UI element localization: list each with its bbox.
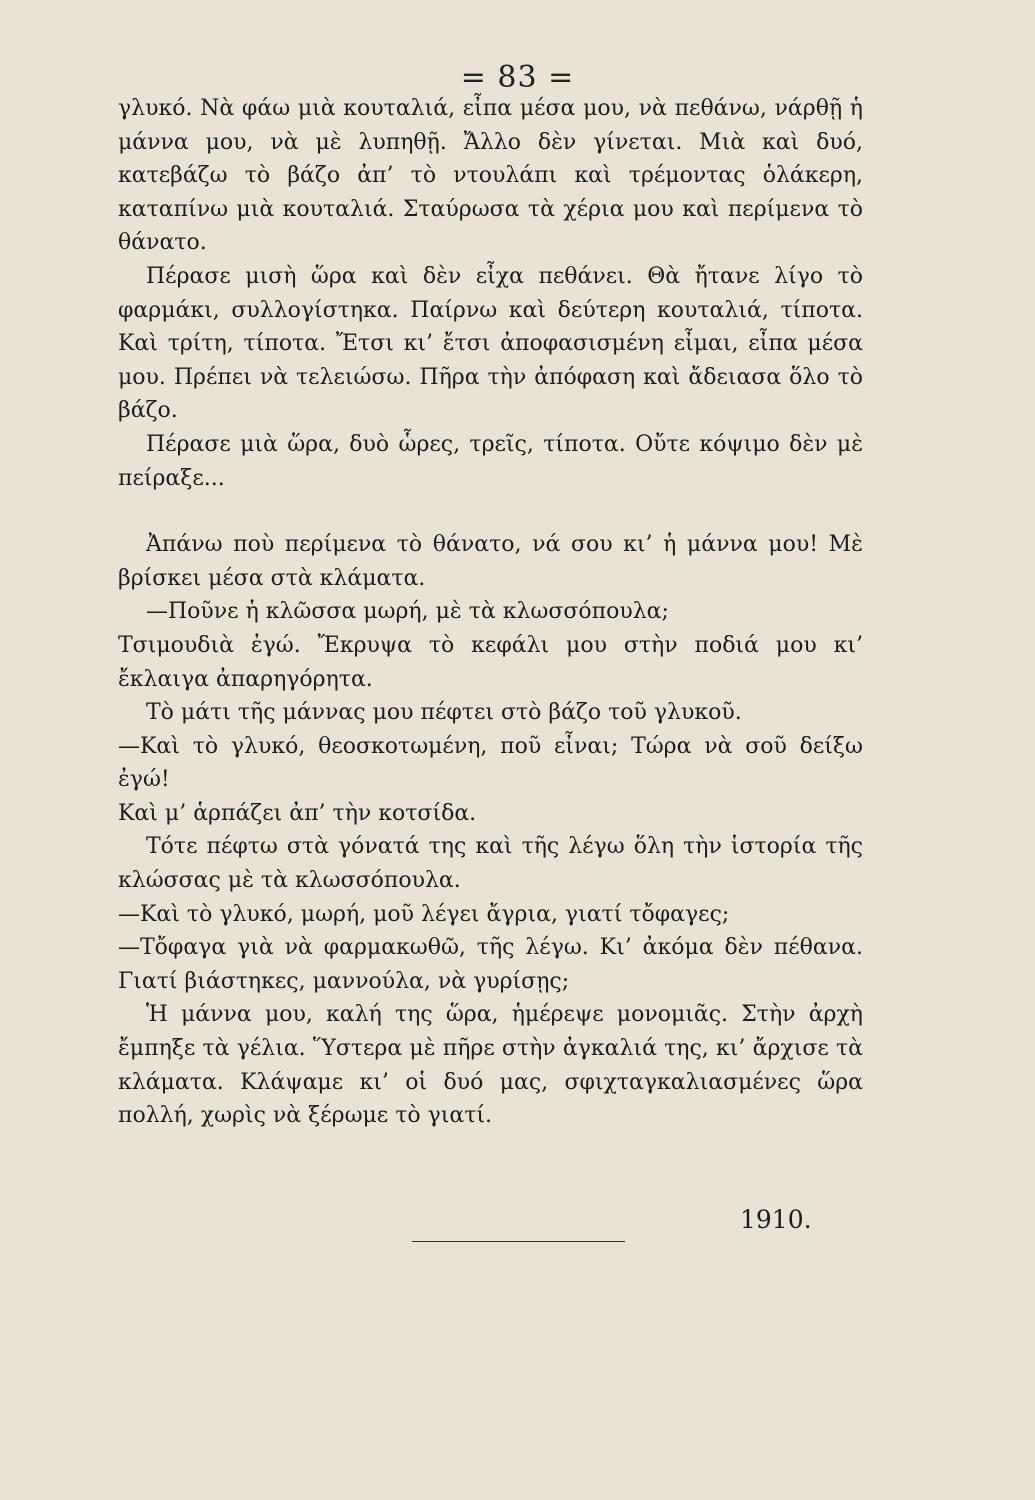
body-text [118, 92, 863, 1133]
paragraph: Τσιμουδιὰ ἐγώ. Ἔκρυψα τὸ κεφάλι μου στὴν ποδιά μου κι’ ἔκλαιγα ἀπαρηγόρητα. [118, 632, 863, 692]
paragraph: Ἀπάνω ποὺ περίμενα τὸ θάνατο, νά σου κι’ ἡ μάννα μου! Μὲ βρίσκει μέσα στὰ κλάματα. [118, 532, 863, 591]
paragraph: —Καὶ τὸ γλυκό, θεοσκοτωμένη, ποῦ εἶναι; Τώρα νὰ σοῦ δείξω ἐγώ! [118, 733, 863, 793]
paragraph: —Καὶ τὸ γλυκό, μωρή, μοῦ λέγει ἄγρια, γιατί τὄφαγες; [118, 901, 730, 927]
paragraph: γλυκό. Νὰ φάω μιὰ κουταλιά, εἶπα μέσα μου, νὰ πεθάνω, νάρθῇ ἡ μάννα μου, νὰ μὲ λυπηθῇ. Ἄλλο δὲν γίνεται. Μιὰ καὶ δυό, κατεβάζω τὸ βάζο ἀπ’ τὸ ντουλάπι καὶ τρέμοντας ὁλάκερη, καταπίνω μιὰ κουταλιά. Σταύρωσα τὰ χέρια μου καὶ περίμενα τὸ θάνατο. [118, 96, 863, 256]
paragraph: Ἡ μάννα μου, καλή της ὥρα, ἡμέρεψε μονομιᾶς. Στὴν ἀρχὴ ἔμπηξε τὰ γέλια. Ὕστερα μὲ πῆρε στὴν ἀγκαλιά της, κι’ ἄρχισε τὰ κλάματα. Κλάψαμε κι’ οἱ δυό μας, σφιχταγκαλιασμένες ὥρα πολλή, χωρὶς νὰ ξέρωμε τὸ γιατί. [118, 1002, 863, 1129]
paragraph: Τότε πέφτω στὰ γόνατά της καὶ τῆς λέγω ὅλη τὴν ἱστορία τῆς κλώσσας μὲ τὰ κλωσσόπουλα. [118, 834, 863, 894]
paragraph: Πέρασε μισὴ ὥρα καὶ δὲν εἶχα πεθάνει. Θὰ ἤτανε λίγο τὸ φαρμάκι, συλλογίστηκα. Παίρνω καὶ δεύτερη κουταλιά, τίποτα. Καὶ τρίτη, τίποτα. Ἔτσι κι’ ἔτσι ἀποφασισμένη εἶμαι, εἶπα μέσα μου. Πρέπει νὰ τελειώσω. Πῆρα τὴν ἀπόφαση καὶ ἄδειασα ὅλο τὸ βάζο. [118, 263, 863, 424]
paragraph: Καὶ μ’ ἁρπάζει ἀπ’ τὴν κοτσίδα. [118, 800, 477, 826]
page-number: = 83 = [460, 60, 575, 95]
separator-line [412, 1241, 625, 1242]
date: 1910. [740, 1205, 812, 1234]
paragraph: —Τὄφαγα γιὰ νὰ φαρμακωθῶ, τῆς λέγω. Κι’ ἀκόμα δὲν πέθανα. Γιατί βιάστηκες, μαννούλα, νὰ γυρίσῃς; [118, 935, 863, 994]
paragraph: Πέρασε μιὰ ὥρα, δυὸ ὧρες, τρεῖς, τίποτα. Οὔτε κόψιμο δὲν μὲ πείραξε... [118, 431, 863, 491]
paragraph: —Ποῦνε ἡ κλῶσσα μωρή, μὲ τὰ κλωσσόπουλα; [146, 599, 669, 625]
paragraph: Τὸ μάτι τῆς μάννας μου πέφτει στὸ βάζο τοῦ γλυκοῦ. [146, 700, 742, 726]
